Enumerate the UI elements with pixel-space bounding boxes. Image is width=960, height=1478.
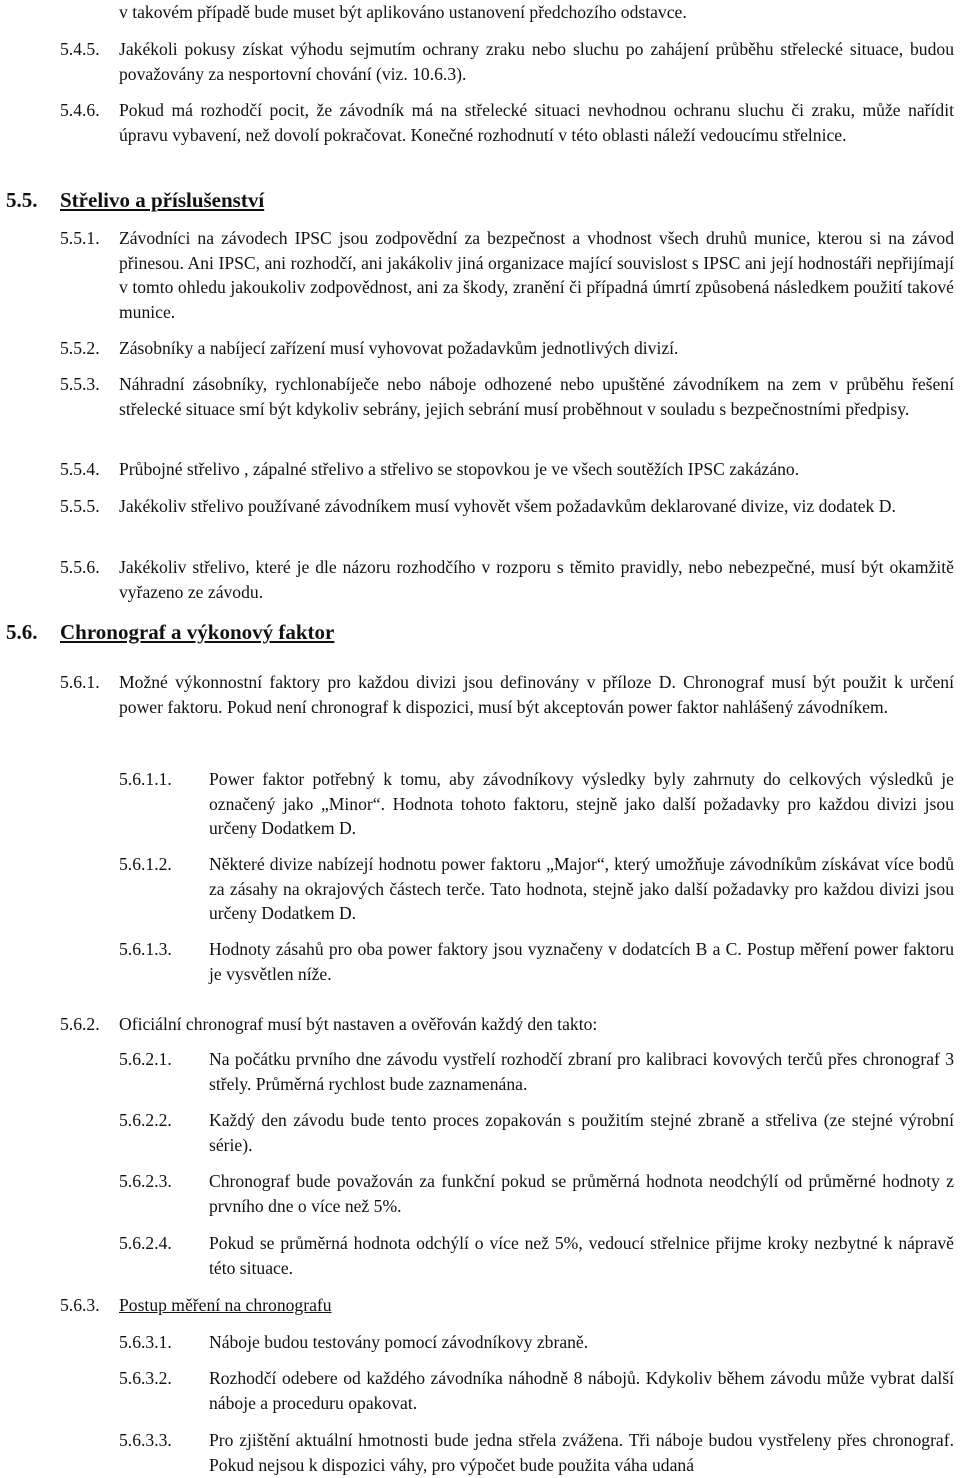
clause-text: Oficiální chronograf musí být nastaven a ověřován každý den takto:: [119, 1014, 598, 1034]
clause-text: Power faktor potřebný k tomu, aby závodníkovy výsledky byly zahrnuty do celkových výsledků je označený jako „Minor“. Hodnota tohoto faktoru, stejně jako další požadavky pro každou divizi jsou určeny Dodatkem D.: [209, 769, 954, 838]
clause-number: 5.6.1.2.: [119, 854, 172, 874]
clause-text: Rozhodčí odebere od každého závodníka náhodně 8 nábojů. Kdykoliv během závodu může vybrat další náboje a proceduru opakovat.: [209, 1368, 954, 1413]
clause-text: Na počátku prvního dne závodu vystřelí rozhodčí zbraní pro kalibraci kovových terčů přes chronograf 3 střely. Průměrná rychlost bude zaznamenána.: [209, 1049, 954, 1094]
clause-text: Jakékoliv střelivo používané závodníkem musí vyhovět všem požadavkům deklarované divize, viz dodatek D.: [119, 496, 896, 516]
clause-text: Chronograf bude považován za funkční pokud se průměrná hodnota neodchýlí od průměrné hodnoty z prvního dne o více než 5%.: [209, 1171, 954, 1216]
clause-number: 5.6.2.4.: [119, 1233, 172, 1253]
clause-text: Každý den závodu bude tento proces zopakován s použitím stejné zbraně a střeliva (ze stejné výrobní série).: [209, 1110, 954, 1155]
clause-subheading: Postup měření na chronografu: [119, 1295, 332, 1315]
clause-text: Průbojné střelivo , zápalné střelivo a střelivo se stopovkou je ve všech soutěžích IPSC zakázáno.: [119, 459, 800, 479]
clause-text: Závodníci na závodech IPSC jsou zodpovědní za bezpečnost a vhodnost všech druhů munice, kterou si na závod přinesou. Ani IPSC, ani rozhodčí, ani jakákoliv jiná organizace mající souvislost s IPSC ani její hodnostáři nepřijímají v tomto ohledu jakoukoliv zodpovědnost, ani za škody, zranění či případná úmrtí způsobená následkem použití takové munice.: [119, 228, 954, 322]
clause-text: Možné výkonnostní faktory pro každou divizi jsou definovány v příloze D. Chronograf musí být použit k určení power faktoru. Pokud není chronograf k dispozici, musí být akceptován power faktor nahlášený závodníkem.: [119, 672, 954, 717]
continuation-text: v takovém případě bude muset být aplikováno ustanovení předchozího odstavce.: [119, 2, 687, 22]
clause-text: Hodnoty zásahů pro oba power faktory jsou vyznačeny v dodatcích B a C. Postup měření power faktoru je vysvětlen níže.: [209, 939, 954, 984]
section-title: Střelivo a příslušenství: [60, 188, 265, 212]
clause-text: Pro zjištění aktuální hmotnosti bude jedna střela zvážena. Tři náboje budou vystřeleny přes chronograf. Pokud nejsou k dispozici váhy, pro výpočet bude použita váha udaná: [209, 1430, 954, 1475]
clause-number: 5.6.1.: [60, 672, 100, 692]
clause-number: 5.6.2.: [60, 1014, 100, 1034]
clause-number: 5.5.2.: [60, 338, 100, 358]
section-heading-5-6: [6, 619, 334, 645]
clause-number: 5.6.1.3.: [119, 939, 172, 959]
clause-text: Zásobníky a nabíjecí zařízení musí vyhovovat požadavkům jednotlivých divizí.: [119, 338, 679, 358]
clause-text: Pokud má rozhodčí pocit, že závodník má na střelecké situaci nevhodnou ochranu sluchu či zraku, může nařídit úpravu vybavení, než dovolí pokračovat. Konečné rozhodnutí v této oblasti náleží vedoucímu střelnice.: [119, 100, 954, 145]
clause-number: 5.5.3.: [60, 374, 100, 394]
clause-number: 5.4.5.: [60, 39, 100, 59]
clause-number: 5.6.3.1.: [119, 1332, 172, 1352]
section-number: 5.6.: [6, 620, 38, 644]
clause-number: 5.5.1.: [60, 228, 100, 248]
clause-number: 5.5.4.: [60, 459, 100, 479]
clause-text: Pokud se průměrná hodnota odchýlí o více než 5%, vedoucí střelnice přijme kroky nezbytné k nápravě této situace.: [209, 1233, 954, 1278]
section-heading-5-5: [6, 187, 264, 213]
clause-number: 5.6.2.2.: [119, 1110, 172, 1130]
clause-text: Jakékoliv střelivo, které je dle názoru rozhodčího v rozporu s těmito pravidly, nebo nebezpečné, musí být okamžitě vyřazeno ze závodu.: [119, 557, 954, 602]
clause-text: Jakékoli pokusy získat výhodu sejmutím ochrany zraku nebo sluchu po zahájení průběhu střelecké situace, budou považovány za nesportovní chování (viz. 10.6.3).: [119, 39, 954, 84]
clause-number: 5.6.3.: [60, 1295, 100, 1315]
section-title: Chronograf a výkonový faktor: [60, 620, 335, 644]
clause-number: 5.4.6.: [60, 100, 100, 120]
section-number: 5.5.: [6, 188, 38, 212]
clause-number: 5.5.5.: [60, 496, 100, 516]
clause-number: 5.6.2.3.: [119, 1171, 172, 1191]
clause-number: 5.6.2.1.: [119, 1049, 172, 1069]
clause-number: 5.6.1.1.: [119, 769, 172, 789]
clause-text: Náhradní zásobníky, rychlonabíječe nebo náboje odhozené nebo upuštěné závodníkem na zem v průběhu řešení střelecké situace smí být kdykoliv sebrány, jejich sebrání musí proběhnout v souladu s bezpečnostními předpisy.: [119, 374, 954, 419]
clause-text: Některé divize nabízejí hodnotu power faktoru „Major“, který umožňuje závodníkům získávat více bodů za zásahy na okrajových částech terče. Tato hodnota, stejně jako další požadavky pro každou divizi jsou určeny Dodatkem D.: [209, 854, 954, 923]
clause-text: Náboje budou testovány pomocí závodníkovy zbraně.: [209, 1332, 589, 1352]
clause-number: 5.6.3.2.: [119, 1368, 172, 1388]
clause-number: 5.6.3.3.: [119, 1430, 172, 1450]
clause-number: 5.5.6.: [60, 557, 100, 577]
